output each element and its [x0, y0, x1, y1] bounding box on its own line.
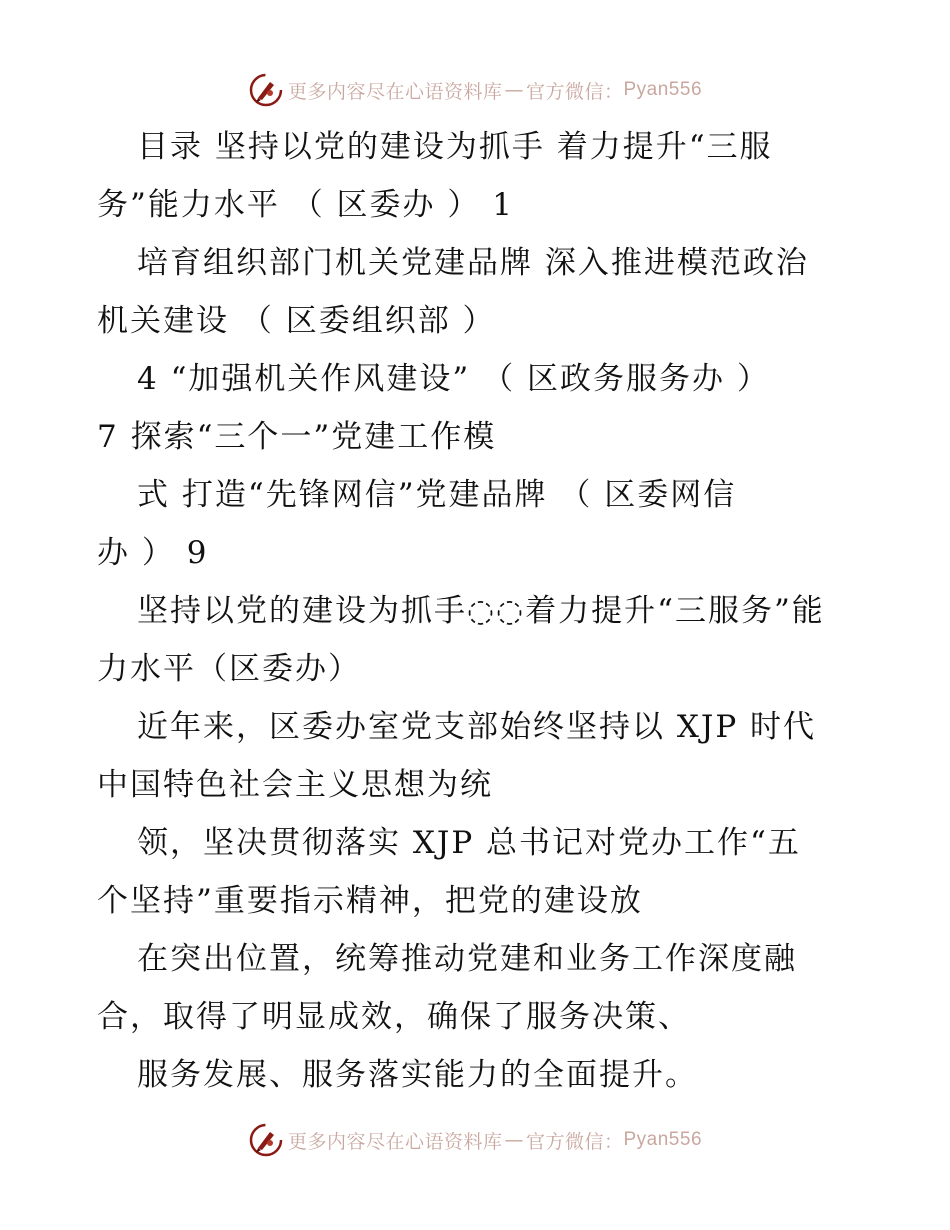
watermark-banner-bottom: [0, 1120, 950, 1160]
doc-line: 中国特色社会主义思想为统: [97, 767, 493, 803]
pen-logo-icon: [248, 72, 284, 108]
watermark-dash: —: [504, 1129, 524, 1151]
doc-line: 领，坚决贯彻落实 XJP 总书记对党办工作“五: [137, 825, 801, 861]
watermark-wechat-label: 官方微信：: [525, 1130, 624, 1153]
watermark-dash: —: [504, 79, 524, 101]
doc-line: 培育组织部门机关党建品牌 深入推进模范政治: [137, 245, 809, 281]
doc-line: 目录 坚持以党的建设为抓手 着力提升“三服: [137, 129, 773, 165]
doc-line: 合，取得了明显成效，确保了服务决策、: [97, 999, 691, 1035]
doc-line: 坚持以党的建设为抓手◌◌着力提升“三服务”能: [137, 593, 825, 629]
watermark-wechat-id: Pyan556: [623, 79, 703, 100]
watermark-banner-top: [0, 70, 950, 110]
doc-line: 式 打造“先锋网信”党建品牌 （ 区委网信: [137, 477, 737, 513]
document-body: [97, 118, 857, 1104]
pen-logo-icon: [248, 1122, 284, 1158]
doc-line: 力水平（区委办）: [97, 651, 361, 687]
doc-line: 机关建设 （ 区委组织部 ）: [97, 303, 496, 339]
watermark-wechat-id: Pyan556: [623, 1129, 703, 1150]
doc-line: 4 “加强机关作风建设” （ 区政务服务办 ）: [137, 361, 770, 397]
doc-line: 个坚持”重要指示精神，把党的建设放: [97, 883, 643, 919]
doc-line: 务”能力水平 （ 区委办 ） 1: [97, 187, 514, 223]
doc-line: 7 探索“三个一”党建工作模: [97, 419, 497, 455]
watermark-site-text: 更多内容尽在心语资料库: [287, 80, 503, 103]
doc-line: 近年来，区委办室党支部始终坚持以 XJP 时代: [137, 709, 817, 745]
doc-line: 在突出位置，统筹推动党建和业务工作深度融: [137, 941, 797, 977]
watermark-wechat-label: 官方微信：: [525, 80, 624, 103]
watermark-site-text: 更多内容尽在心语资料库: [287, 1130, 503, 1153]
doc-line: 办 ） 9: [97, 535, 209, 571]
doc-line: 服务发展、服务落实能力的全面提升。: [137, 1057, 698, 1093]
